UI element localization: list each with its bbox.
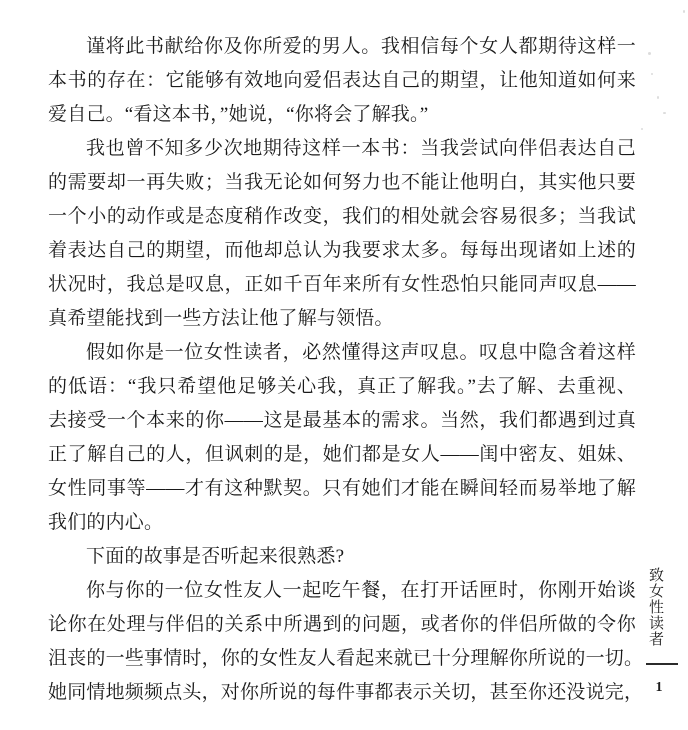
scan-noise-speckle [663, 112, 666, 114]
text-line: 状况时，我总是叹息，正如千百年来所有女性恐怕只能同声叹息—— [48, 274, 636, 295]
text-line: 我们的内心。 [48, 512, 164, 533]
text-line: 正了解自己的人，但讽刺的是，她们都是女人——闺中密友、姐妹、 [48, 444, 636, 465]
text-line: 你与你的一位女性友人一起吃午餐，在打开话匣时，你刚开始谈 [86, 580, 636, 601]
text-line: 她同情地频频点头，对你所说的每件事都表示关切，甚至你还没说完， [48, 682, 644, 703]
body-text [48, 30, 644, 710]
text-line: 我也曾不知多少次地期待这样一本书：当我尝试向伴侣表达自己 [86, 138, 636, 159]
text-line: 下面的故事是否听起来很熟悉? [86, 546, 345, 567]
text-line: 一个小的动作或是态度稍作改变，我们的相处就会容易很多；当我试 [48, 206, 636, 227]
scan-noise-speckle [651, 73, 653, 75]
scan-noise-speckle [657, 96, 659, 99]
scan-noise-speckle [641, 128, 643, 130]
text-line: 的低语：“我只希望他足够关心我，真正了解我。”去了解、去重视、 [48, 376, 636, 397]
text-line: 女性同事等——才有这种默契。只有她们才能在瞬间轻而易举地了解 [48, 478, 636, 499]
text-line: 去接受一个本来的你——这是最基本的需求。当然，我们都遇到过真 [48, 410, 636, 431]
section-title-vertical: 致女性读者 [647, 567, 663, 647]
margin-divider [646, 663, 678, 665]
scan-noise-speckle [648, 52, 651, 55]
scan-noise-speckle [683, 10, 685, 13]
text-line: 论你在处理与伴侣的关系中所遇到的问题，或者你的伴侣所做的令你 [48, 614, 636, 635]
text-line: 真希望能找到一些方法让他了解与领悟。 [48, 308, 394, 329]
text-line: 的需要却一再失败；当我无论如何努力也不能让他明白，其实他只要 [48, 172, 636, 193]
text-line: 假如你是一位女性读者，必然懂得这声叹息。叹息中隐含着这样 [86, 342, 636, 363]
text-line: 爱自己。“看这本书，”她说，“你将会了解我。” [48, 104, 429, 125]
text-line: 本书的存在：它能够有效地向爱侣表达自己的期望，让他知道如何来 [48, 70, 636, 91]
text-line: 沮丧的一些事情时，你的女性友人看起来就已十分理解你所说的一切。 [48, 648, 644, 669]
text-line: 谨将此书献给你及你所爱的男人。我相信每个女人都期待这样一 [86, 36, 636, 57]
page-number: 1 [655, 680, 663, 695]
text-line: 着表达自己的期望，而他却总认为我要求太多。每每出现诸如上述的 [48, 240, 636, 261]
